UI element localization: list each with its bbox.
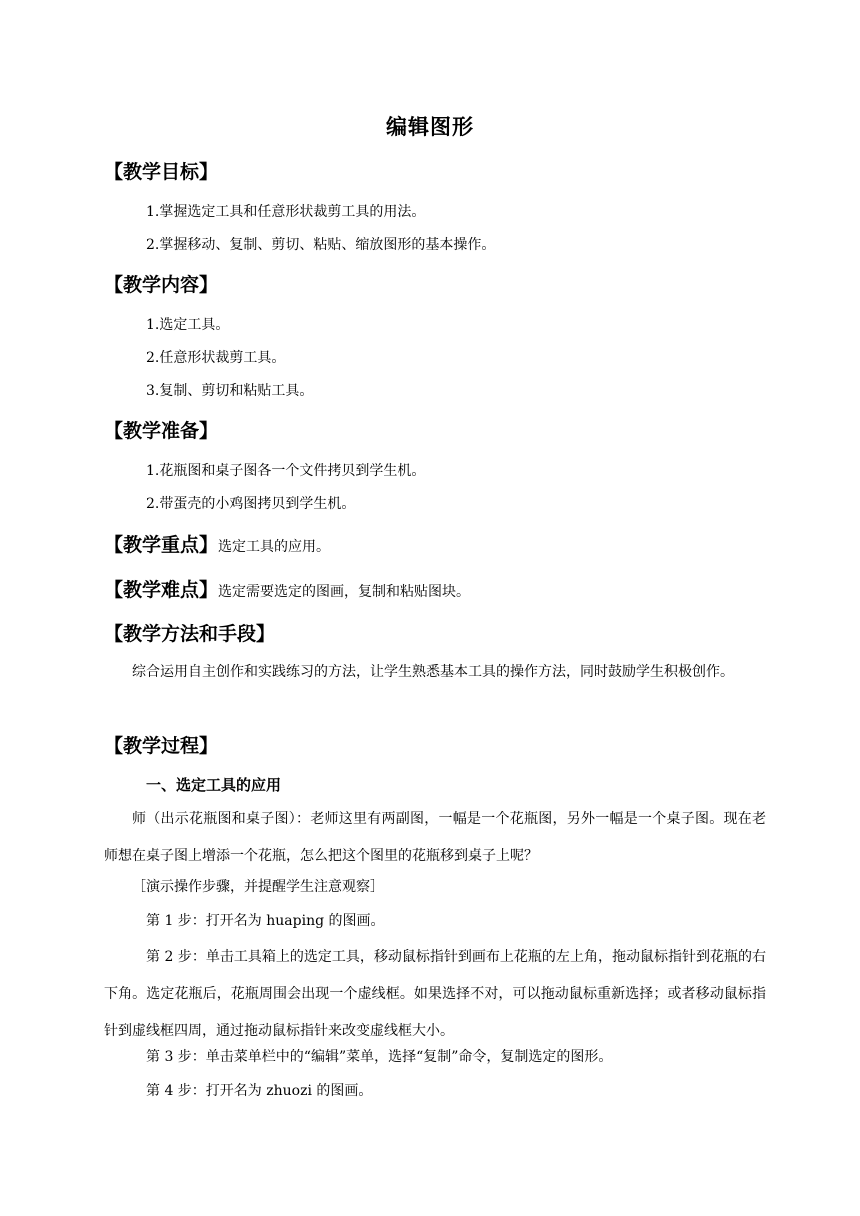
document-title: 编辑图形 bbox=[386, 115, 474, 139]
key-point-label: 【教学重点】 bbox=[104, 534, 219, 556]
heading-process: 【教学过程】 bbox=[104, 735, 219, 757]
process-subheading: 一、选定工具的应用 bbox=[146, 776, 282, 794]
prep-item-1: 1.花瓶图和桌子图各一个文件拷贝到学生机。 bbox=[146, 463, 426, 479]
key-point-text: 选定工具的应用。 bbox=[218, 539, 331, 555]
heading-key-point bbox=[104, 531, 330, 561]
heading-teaching-content: 【教学内容】 bbox=[104, 274, 219, 296]
content-item-2: 2.任意形状裁剪工具。 bbox=[146, 350, 286, 366]
demo-note: ［演示操作步骤，并提醒学生注意观察］ bbox=[132, 879, 384, 895]
content-item-1: 1.选定工具。 bbox=[146, 317, 230, 333]
content-item-3: 3.复制、剪切和粘贴工具。 bbox=[146, 383, 314, 399]
goal-item-1: 1.掌握选定工具和任意形状裁剪工具的用法。 bbox=[146, 204, 426, 220]
step-2: 第 2 步：单击工具箱上的选定工具，移动鼠标指针到画布上花瓶的左上角，拖动鼠标指针到花瓶的右下角。选定花瓶后，花瓶周围会出现一个虚线框。如果选择不对，可以拖动鼠标重新选择；或者移动鼠标指针到虚线框四周，通过拖动鼠标指针来改变虚线框大小。 bbox=[104, 949, 766, 1039]
difficulty-text: 选定需要选定的图画，复制和粘贴图块。 bbox=[218, 584, 471, 600]
step-3: 第 3 步：单击菜单栏中的“编辑”菜单，选择“复制”命令，复制选定的图形。 bbox=[146, 1049, 613, 1065]
difficulty-label: 【教学难点】 bbox=[104, 579, 219, 601]
teacher-paragraph: 师（出示花瓶图和桌子图）：老师这里有两副图，一幅是一个花瓶图，另外一幅是一个桌子图。现在老师想在桌子图上增添一个花瓶，怎么把这个图里的花瓶移到桌子上呢？ bbox=[104, 811, 766, 864]
methods-paragraph: 综合运用自主创作和实践练习的方法，让学生熟悉基本工具的操作方法，同时鼓励学生积极创作。 bbox=[132, 664, 734, 680]
goal-item-2: 2.掌握移动、复制、剪切、粘贴、缩放图形的基本操作。 bbox=[146, 237, 496, 253]
prep-item-2: 2.带蛋壳的小鸡图拷贝到学生机。 bbox=[146, 496, 356, 512]
heading-difficulty bbox=[104, 576, 470, 606]
step-4: 第 4 步：打开名为 zhuozi 的图画。 bbox=[146, 1083, 373, 1099]
heading-methods: 【教学方法和手段】 bbox=[104, 623, 276, 645]
heading-teaching-goals: 【教学目标】 bbox=[104, 161, 219, 183]
heading-teaching-prep: 【教学准备】 bbox=[104, 420, 219, 442]
step-1: 第 1 步：打开名为 huaping 的图画。 bbox=[146, 913, 385, 929]
